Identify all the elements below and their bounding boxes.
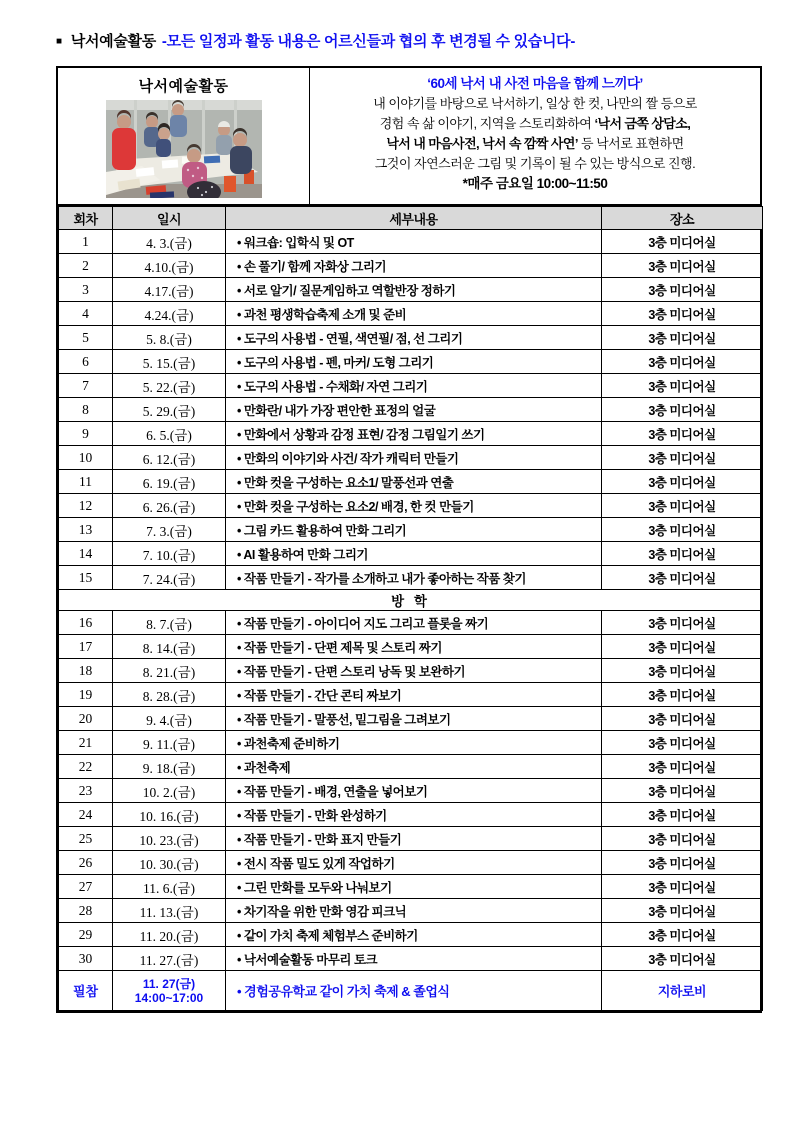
session-number-cell: 17 [59, 635, 113, 659]
session-detail-cell: • 작품 만들기 - 작가를 소개하고 내가 좋아하는 작품 찾기 [226, 566, 602, 590]
session-number-cell: 9 [59, 422, 113, 446]
session-date-cell: 11. 27.(금) [113, 947, 226, 971]
program-intro-right-cell [310, 68, 760, 204]
session-detail-cell: • 작품 만들기 - 만화 표지 만들기 [226, 827, 602, 851]
program-name: 낙서예술활동 [138, 78, 229, 95]
table-row [59, 494, 763, 518]
session-number-cell: 14 [59, 542, 113, 566]
session-detail-cell: • 작품 만들기 - 말풍선, 밑그림을 그려보기 [226, 707, 602, 731]
header-date: 일시 [113, 207, 226, 230]
session-date-cell: 4.17.(금) [113, 278, 226, 302]
session-place-cell: 3층 미디어실 [602, 827, 763, 851]
session-date-cell: 6. 12.(금) [113, 446, 226, 470]
program-description-line: 그것이 자연스러운 그림 및 기록이 될 수 있는 방식으로 진행. [374, 156, 696, 171]
session-detail-cell: • 전시 작품 밀도 있게 작업하기 [226, 851, 602, 875]
session-detail-cell: • 같이 가치 축제 체험부스 준비하기 [226, 923, 602, 947]
session-detail-cell: • 작품 만들기 - 단편 제목 및 스토리 짜기 [226, 635, 602, 659]
session-number-cell: 28 [59, 899, 113, 923]
session-place-cell: 3층 미디어실 [602, 470, 763, 494]
session-date-cell: 4. 3.(금) [113, 230, 226, 254]
session-place-cell: 3층 미디어실 [602, 875, 763, 899]
mandatory-place-cell: 지하로비 [602, 971, 763, 1011]
session-date-cell: 10. 16.(금) [113, 803, 226, 827]
table-row [59, 611, 763, 635]
vacation-break-cell: 방 학 [59, 590, 763, 611]
session-place-cell: 3층 미디어실 [602, 731, 763, 755]
table-row [59, 254, 763, 278]
table-row [59, 731, 763, 755]
session-place-cell: 3층 미디어실 [602, 422, 763, 446]
session-detail-cell: • 작품 만들기 - 단편 스토리 낭독 및 보완하기 [226, 659, 602, 683]
program-intro-left-cell [58, 68, 310, 204]
session-place-cell: 3층 미디어실 [602, 851, 763, 875]
mandatory-date-line: 11. 27(금) [142, 976, 196, 991]
session-number-cell: 12 [59, 494, 113, 518]
session-number-cell: 10 [59, 446, 113, 470]
table-row [59, 278, 763, 302]
session-number-cell: 11 [59, 470, 113, 494]
session-place-cell: 3층 미디어실 [602, 494, 763, 518]
table-row [59, 566, 763, 590]
schedule-table-wrapper [56, 66, 762, 1013]
session-number-cell: 19 [59, 683, 113, 707]
table-row [59, 875, 763, 899]
page-title [56, 30, 762, 51]
session-detail-cell: • 작품 만들기 - 배경, 연출을 넣어보기 [226, 779, 602, 803]
session-detail-cell: • 만화에서 상황과 감정 표현/ 감정 그림일기 쓰기 [226, 422, 602, 446]
session-number-cell: 23 [59, 779, 113, 803]
table-row [59, 518, 763, 542]
session-detail-cell: • 낙서예술활동 마무리 토크 [226, 947, 602, 971]
session-detail-cell: • 손 풀기/ 함께 자화상 그리기 [226, 254, 602, 278]
session-place-cell: 3층 미디어실 [602, 659, 763, 683]
table-row [59, 470, 763, 494]
mandatory-date-cell [113, 971, 226, 1011]
session-date-cell: 8. 21.(금) [113, 659, 226, 683]
program-intro-section [58, 68, 760, 206]
activity-photo [106, 100, 262, 198]
session-detail-cell: • 서로 알기/ 질문게임하고 역할반장 정하기 [226, 278, 602, 302]
session-number-cell: 4 [59, 302, 113, 326]
session-number-cell: 15 [59, 566, 113, 590]
session-date-cell: 7. 24.(금) [113, 566, 226, 590]
session-date-cell: 7. 3.(금) [113, 518, 226, 542]
weekly-schedule-note: *매주 금요일 10:00~11:50 [462, 176, 608, 191]
session-place-cell: 3층 미디어실 [602, 683, 763, 707]
session-number-cell: 30 [59, 947, 113, 971]
session-detail-cell: • 그린 만화를 모두와 나눠보기 [226, 875, 602, 899]
table-row [59, 947, 763, 971]
session-number-cell: 21 [59, 731, 113, 755]
session-place-cell: 3층 미디어실 [602, 374, 763, 398]
mandatory-event-row [59, 971, 763, 1011]
session-date-cell: 9. 4.(금) [113, 707, 226, 731]
session-place-cell: 3층 미디어실 [602, 326, 763, 350]
session-place-cell: 3층 미디어실 [602, 542, 763, 566]
title-program-name: 낙서예술활동 [70, 33, 156, 50]
session-date-cell: 5. 29.(금) [113, 398, 226, 422]
session-detail-cell: • 만화란/ 내가 가장 편안한 표정의 얼굴 [226, 398, 602, 422]
session-date-cell: 4.24.(금) [113, 302, 226, 326]
mandatory-detail-cell: • 경험공유학교 같이 가치 축제 & 졸업식 [226, 971, 602, 1011]
schedule-table [58, 206, 763, 1011]
session-detail-cell: • 도구의 사용법 - 수채화/ 자연 그리기 [226, 374, 602, 398]
session-place-cell: 3층 미디어실 [602, 755, 763, 779]
session-number-cell: 3 [59, 278, 113, 302]
table-row [59, 659, 763, 683]
session-detail-cell: • 작품 만들기 - 만화 완성하기 [226, 803, 602, 827]
program-description [310, 94, 760, 174]
session-date-cell: 7. 10.(금) [113, 542, 226, 566]
session-place-cell: 3층 미디어실 [602, 779, 763, 803]
session-detail-cell: • 만화의 이야기와 사건/ 작가 캐릭터 만들기 [226, 446, 602, 470]
program-description-line: 낙서 내 마음사전, 낙서 속 깜짝 사연’ 등 낙서로 표현하면 [386, 136, 684, 151]
table-row [59, 851, 763, 875]
session-detail-cell: • 만화 컷을 구성하는 요소1/ 말풍선과 연출 [226, 470, 602, 494]
table-row [59, 302, 763, 326]
session-place-cell: 3층 미디어실 [602, 350, 763, 374]
session-detail-cell: • 도구의 사용법 - 연필, 색연필/ 점, 선 그리기 [226, 326, 602, 350]
session-detail-cell: • 차기작을 위한 만화 영감 피크닉 [226, 899, 602, 923]
session-detail-cell: • 작품 만들기 - 간단 콘티 짜보기 [226, 683, 602, 707]
header-place: 장소 [602, 207, 763, 230]
session-date-cell: 11. 6.(금) [113, 875, 226, 899]
session-place-cell: 3층 미디어실 [602, 566, 763, 590]
mandatory-date-line: 14:00~17:00 [134, 990, 204, 1005]
session-place-cell: 3층 미디어실 [602, 707, 763, 731]
session-place-cell: 3층 미디어실 [602, 518, 763, 542]
program-slogan: ‘60세 낙서 내 사전 마음을 함께 느끼다’ [427, 76, 643, 91]
program-description-line: 내 이야기를 바탕으로 낙서하기, 일상 한 컷, 나만의 짤 등으로 [373, 96, 697, 111]
session-place-cell: 3층 미디어실 [602, 635, 763, 659]
header-detail: 세부내용 [226, 207, 602, 230]
session-number-cell: 27 [59, 875, 113, 899]
session-number-cell: 24 [59, 803, 113, 827]
session-number-cell: 2 [59, 254, 113, 278]
session-number-cell: 16 [59, 611, 113, 635]
session-detail-cell: • AI 활용하여 만화 그리기 [226, 542, 602, 566]
session-date-cell: 5. 15.(금) [113, 350, 226, 374]
session-number-cell: 20 [59, 707, 113, 731]
session-number-cell: 8 [59, 398, 113, 422]
session-place-cell: 3층 미디어실 [602, 254, 763, 278]
table-row [59, 827, 763, 851]
table-row [59, 374, 763, 398]
program-description-line: 경험 속 삶 이야기, 지역을 스토리화하여 ‘낙서 금쪽 상담소, [379, 116, 691, 131]
session-number-cell: 25 [59, 827, 113, 851]
session-detail-cell: • 도구의 사용법 - 펜, 마커/ 도형 그리기 [226, 350, 602, 374]
vacation-break-row [59, 590, 763, 611]
session-place-cell: 3층 미디어실 [602, 446, 763, 470]
session-date-cell: 8. 14.(금) [113, 635, 226, 659]
session-place-cell: 3층 미디어실 [602, 611, 763, 635]
table-row [59, 350, 763, 374]
session-date-cell: 6. 26.(금) [113, 494, 226, 518]
session-place-cell: 3층 미디어실 [602, 230, 763, 254]
session-number-cell: 13 [59, 518, 113, 542]
table-row [59, 542, 763, 566]
session-number-cell: 22 [59, 755, 113, 779]
session-number-cell: 6 [59, 350, 113, 374]
table-row [59, 422, 763, 446]
session-place-cell: 3층 미디어실 [602, 398, 763, 422]
table-row [59, 635, 763, 659]
table-row [59, 803, 763, 827]
session-number-cell: 29 [59, 923, 113, 947]
table-row [59, 230, 763, 254]
session-number-cell: 26 [59, 851, 113, 875]
session-date-cell: 8. 7.(금) [113, 611, 226, 635]
session-date-cell: 10. 23.(금) [113, 827, 226, 851]
session-date-cell: 11. 13.(금) [113, 899, 226, 923]
table-row [59, 779, 763, 803]
session-detail-cell: • 만화 컷을 구성하는 요소2/ 배경, 한 컷 만들기 [226, 494, 602, 518]
mandatory-label-cell: 필참 [59, 971, 113, 1011]
session-date-cell: 5. 8.(금) [113, 326, 226, 350]
session-detail-cell: • 과천축제 준비하기 [226, 731, 602, 755]
session-place-cell: 3층 미디어실 [602, 899, 763, 923]
session-place-cell: 3층 미디어실 [602, 803, 763, 827]
header-session: 회차 [59, 207, 113, 230]
table-row [59, 755, 763, 779]
table-row [59, 923, 763, 947]
table-row [59, 326, 763, 350]
session-date-cell: 5. 22.(금) [113, 374, 226, 398]
session-number-cell: 1 [59, 230, 113, 254]
table-header-row [59, 207, 763, 230]
square-bullet-icon: ■ [56, 36, 62, 47]
table-row [59, 899, 763, 923]
session-place-cell: 3층 미디어실 [602, 947, 763, 971]
session-detail-cell: • 워크숍: 입학식 및 OT [226, 230, 602, 254]
session-detail-cell: • 과천축제 [226, 755, 602, 779]
session-number-cell: 7 [59, 374, 113, 398]
session-place-cell: 3층 미디어실 [602, 302, 763, 326]
session-date-cell: 9. 11.(금) [113, 731, 226, 755]
session-detail-cell: • 과천 평생학습축제 소개 및 준비 [226, 302, 602, 326]
session-place-cell: 3층 미디어실 [602, 278, 763, 302]
session-date-cell: 10. 30.(금) [113, 851, 226, 875]
session-detail-cell: • 작품 만들기 - 아이디어 지도 그리고 플롯을 짜기 [226, 611, 602, 635]
table-row [59, 398, 763, 422]
title-change-note: -모든 일정과 활동 내용은 어르신들과 협의 후 변경될 수 있습니다- [161, 33, 576, 50]
session-place-cell: 3층 미디어실 [602, 923, 763, 947]
table-row [59, 707, 763, 731]
table-row [59, 446, 763, 470]
session-date-cell: 8. 28.(금) [113, 683, 226, 707]
session-date-cell: 6. 5.(금) [113, 422, 226, 446]
session-date-cell: 4.10.(금) [113, 254, 226, 278]
table-row [59, 683, 763, 707]
session-number-cell: 18 [59, 659, 113, 683]
session-detail-cell: • 그림 카드 활용하여 만화 그리기 [226, 518, 602, 542]
session-number-cell: 5 [59, 326, 113, 350]
session-date-cell: 9. 18.(금) [113, 755, 226, 779]
session-date-cell: 6. 19.(금) [113, 470, 226, 494]
session-date-cell: 11. 20.(금) [113, 923, 226, 947]
session-date-cell: 10. 2.(금) [113, 779, 226, 803]
